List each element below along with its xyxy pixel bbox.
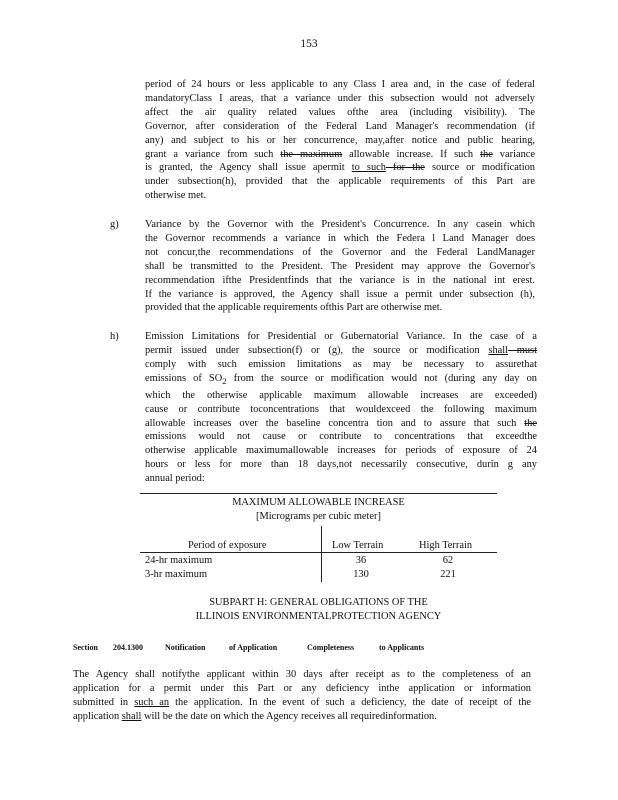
text-line: hours or less for more than 18 days,not necessarily consecutive, durin g any xyxy=(145,459,537,471)
text-line: otherwise applicable maximumallowable increases for periods of exposure of 24 xyxy=(145,445,537,457)
table-top-rule xyxy=(140,493,497,494)
table-title-line: MAXIMUM ALLOWABLE INCREASE xyxy=(232,497,405,508)
table-cell: 130 xyxy=(353,569,369,580)
table-row xyxy=(0,568,618,582)
section-body xyxy=(73,668,531,724)
text-line: The Agency shall notifythe applicant within 30 days after receipt as to the completeness of an xyxy=(73,669,531,680)
section-number: 204.1300 xyxy=(113,643,143,652)
inserted-text: such an xyxy=(134,696,170,708)
struck-text: the xyxy=(524,417,537,429)
text-line: under subsection(h), provided that the applicable requirements of this Part are xyxy=(145,176,535,188)
text-line: period of 24 hours or less applicable to any Class I area and, in the case of federal xyxy=(145,79,535,90)
table-cell: 3-hr maximum xyxy=(145,569,208,580)
subpart-heading-line: ILLINOIS ENVIRONMENTALPROTECTION AGENCY xyxy=(195,611,442,622)
struck-text: must xyxy=(508,344,537,356)
text-line: allowable increases over the baseline concentra tion and to assure that such the xyxy=(145,417,537,429)
section-title-part: Completeness xyxy=(307,643,355,652)
table-row xyxy=(0,554,618,568)
text-line: application for a permit under this Part or any deficiency inthe application or information xyxy=(73,682,531,694)
text-line: is granted, the Agency shall issue apermit to such for the source or modification xyxy=(145,162,535,174)
table-title xyxy=(140,496,497,524)
column-header-period: Period of exposure xyxy=(188,540,267,551)
inserted-text: to such xyxy=(351,162,386,174)
column-header-low-terrain: Low Terrain xyxy=(332,540,384,551)
text-line: affect the air quality related values ofthe area (including visibility). The xyxy=(145,106,535,118)
page-number: 153 xyxy=(300,38,318,50)
text-line: submitted in such an the application. In the event of such a deficiency, the date of receipt of the xyxy=(73,696,532,708)
text-line: which the otherwise applicable maximum allowable increases are exceeded) xyxy=(145,389,537,401)
inserted-text: shall xyxy=(488,344,509,356)
text-line: permit issued under subsection(f) or (g), the source or modification shall must xyxy=(145,344,537,356)
struck-text: the maximum xyxy=(280,148,343,160)
text-line: Variance by the Governor with the President's Concurrence. In any casein which xyxy=(145,219,535,230)
paragraph-h-label: h) xyxy=(110,331,119,342)
inserted-text: shall xyxy=(121,710,142,722)
subpart-heading-line: SUBPART H: GENERAL OBLIGATIONS OF THE xyxy=(209,597,428,608)
text-line: any) and subject to his or her concurrence, may,after notice and public hearing, xyxy=(145,134,535,146)
paragraph-g-label: g) xyxy=(110,219,119,230)
struck-text: the xyxy=(480,148,493,160)
text-line: the Governor recommends a variance in which the Federa l Land Manager does xyxy=(145,232,535,244)
text-line: annual period: xyxy=(145,473,205,485)
text-line: Emission Limitations for Presidential or Gubernatorial Variance. In the case of a xyxy=(145,331,537,342)
table-cell: 24-hr maximum xyxy=(145,555,213,566)
text-line: emissions would not cause or contribute to concentrations that exceedthe xyxy=(145,431,537,443)
text-line: provided that the applicable requirements ofthis Part are otherwise met. xyxy=(145,302,443,314)
table-header-rule xyxy=(140,552,497,553)
paragraph-h xyxy=(145,330,537,486)
text-line: otherwise met. xyxy=(145,190,207,202)
section-title-part: of Application xyxy=(229,643,278,652)
subpart-heading xyxy=(140,596,497,624)
text-line: comply with such emission limitations as may be necessary to assurethat xyxy=(145,358,537,370)
text-line: mandatoryClass I areas, that a variance under this subsection would not adversely xyxy=(145,92,535,104)
table-cell: 62 xyxy=(442,555,454,566)
table-cell: 221 xyxy=(440,569,456,580)
text-line: Governor, after consideration of the Federal Land Manager's recommendation (if xyxy=(145,120,535,132)
struck-text: for the xyxy=(385,162,425,174)
text-line: shall be transmitted to the President. The President may approve the Governor's xyxy=(145,260,535,272)
column-header-high-terrain: High Terrain xyxy=(419,540,473,551)
table-subtitle: [Micrograms per cubic meter] xyxy=(256,511,381,522)
section-title-part: to Applicants xyxy=(379,643,425,652)
table-cell: 36 xyxy=(355,555,367,566)
text-line: recommendation ifthe Presidentfinds that the variance is in the national int erest. xyxy=(145,274,535,286)
text-line: not concur,the recommendations of the Governor and the Federal LandManager xyxy=(145,246,535,258)
text-line: cause or contribute toconcentrations that wouldexceed the following maximum xyxy=(145,403,537,415)
text-line: application shall will be the date on which the Agency receives all requiredinformation. xyxy=(73,710,437,722)
paragraph-f-continuation xyxy=(145,78,535,203)
subscript-2: 2 xyxy=(222,375,227,386)
text-line: emissions of $SO_2$ from the source or modification would not (during any day on xyxy=(145,372,538,386)
text-line: grant a variance from such the maximum allowable increase. If such the variance xyxy=(145,148,535,160)
text-line: If the variance is approved, the Agency shall issue a permit under subsection (h), xyxy=(145,288,535,300)
section-title-part: Notification xyxy=(165,643,206,652)
paragraph-g xyxy=(145,218,535,315)
section-label: Section xyxy=(73,643,98,652)
